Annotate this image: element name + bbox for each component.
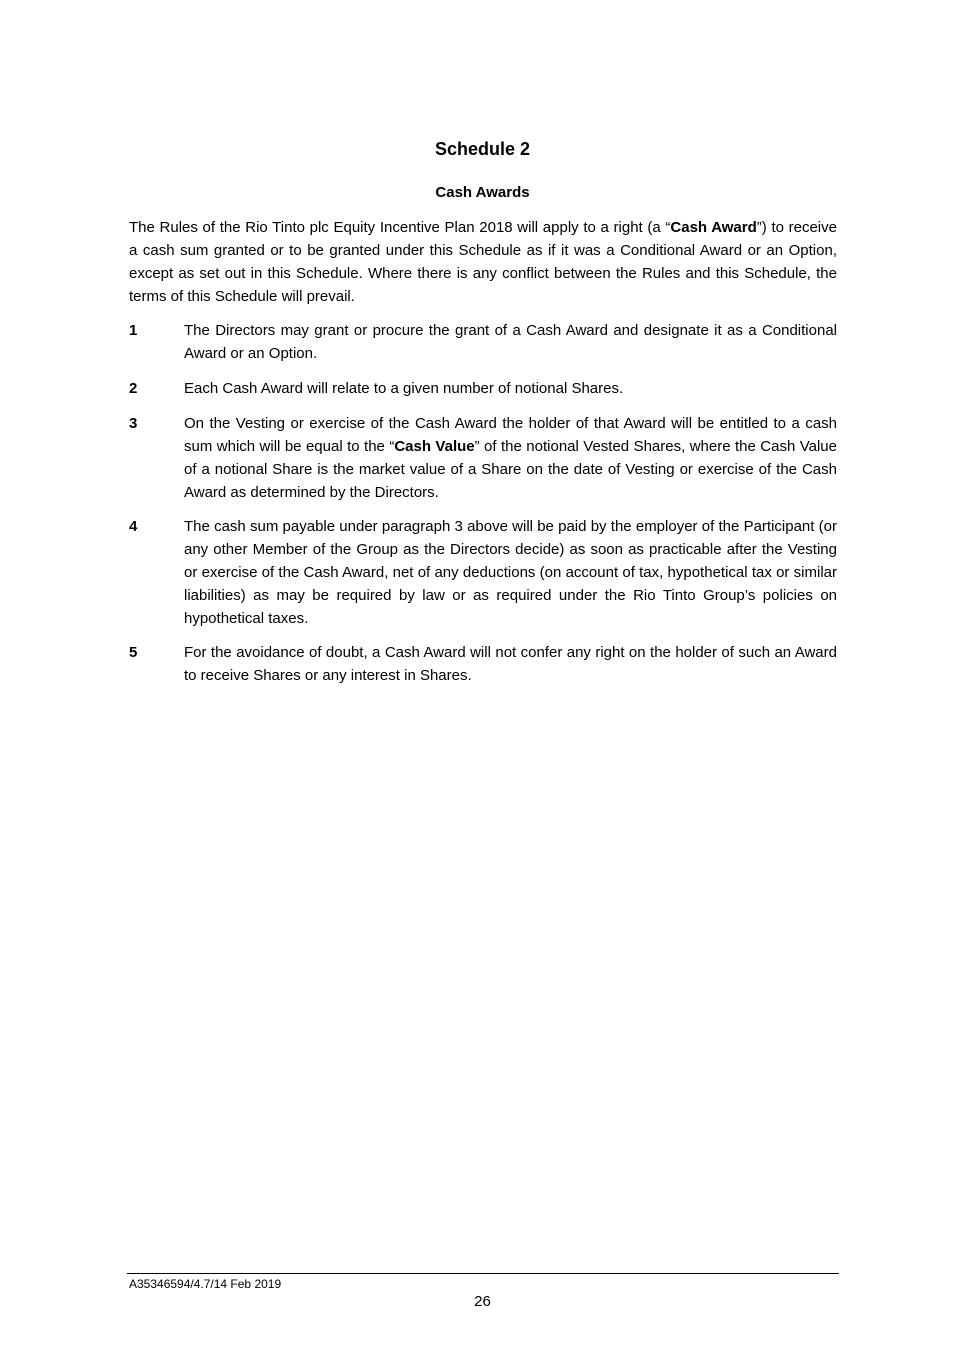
- paragraph-number: 3: [129, 415, 138, 432]
- paragraph-3: [129, 412, 837, 504]
- intro-text-start: The Rules of the Rio Tinto plc Equity Incentive Plan 2018 will apply to a right (a “: [129, 219, 671, 236]
- intro-paragraph: [129, 216, 837, 308]
- paragraph-5: [129, 641, 837, 687]
- paragraph-number: 2: [129, 380, 138, 397]
- schedule-title: Schedule 2: [434, 139, 531, 159]
- defined-term-cash-award: Cash Award: [670, 219, 757, 236]
- paragraph-4: [129, 515, 837, 630]
- footer-divider: [127, 1273, 839, 1274]
- defined-term-cash-value: Cash Value: [394, 438, 475, 455]
- schedule-subtitle: Cash Awards: [435, 184, 530, 201]
- paragraph-text: The Directors may grant or procure the grant of a Cash Award and designate it as a Conditional Award or an Option.: [184, 322, 837, 362]
- paragraph-number: 4: [129, 518, 138, 535]
- paragraph-text: For the avoidance of doubt, a Cash Award will not confer any right on the holder of such an Award to receive Shares or any interest in Shares.: [184, 644, 837, 684]
- document-reference: A35346594/4.7/14 Feb 2019: [129, 1277, 282, 1291]
- paragraph-text-start: On the Vesting or exercise of the Cash Award the holder of that Award will be entitled to a cash sum which will be equal to the “: [184, 415, 837, 455]
- paragraph-number: 1: [129, 322, 138, 339]
- paragraph-text: [184, 412, 837, 504]
- paragraph-2: [129, 377, 837, 400]
- paragraph-text: The cash sum payable under paragraph 3 above will be paid by the employer of the Participant (or any other Member of the Group as the Directors decide) as soon as practicable after the Vesting or exercise of the Cash Award, net of any deductions (on account of tax, hypothetical tax or similar liabilities) as may be required by law or as required under the Rio Tinto Group’s policies on hypothetical taxes.: [184, 518, 837, 627]
- page-number: 26: [474, 1293, 491, 1310]
- paragraph-text: Each Cash Award will relate to a given number of notional Shares.: [184, 380, 624, 397]
- paragraph-1: [129, 319, 837, 365]
- paragraph-number: 5: [129, 644, 138, 661]
- paragraph-text-end: ” of the notional Vested Shares, where the Cash Value of a notional Share is the market value of a Share on the date of Vesting or exercise of the Cash Award as determined by the Directors.: [184, 438, 837, 501]
- intro-text-end: ”) to receive a cash sum granted or to be granted under this Schedule as if it was a Conditional Award or an Option, except as set out in this Schedule. Where there is any conflict between the Rules and this Schedule, the terms of this Schedule will prevail.: [129, 219, 837, 305]
